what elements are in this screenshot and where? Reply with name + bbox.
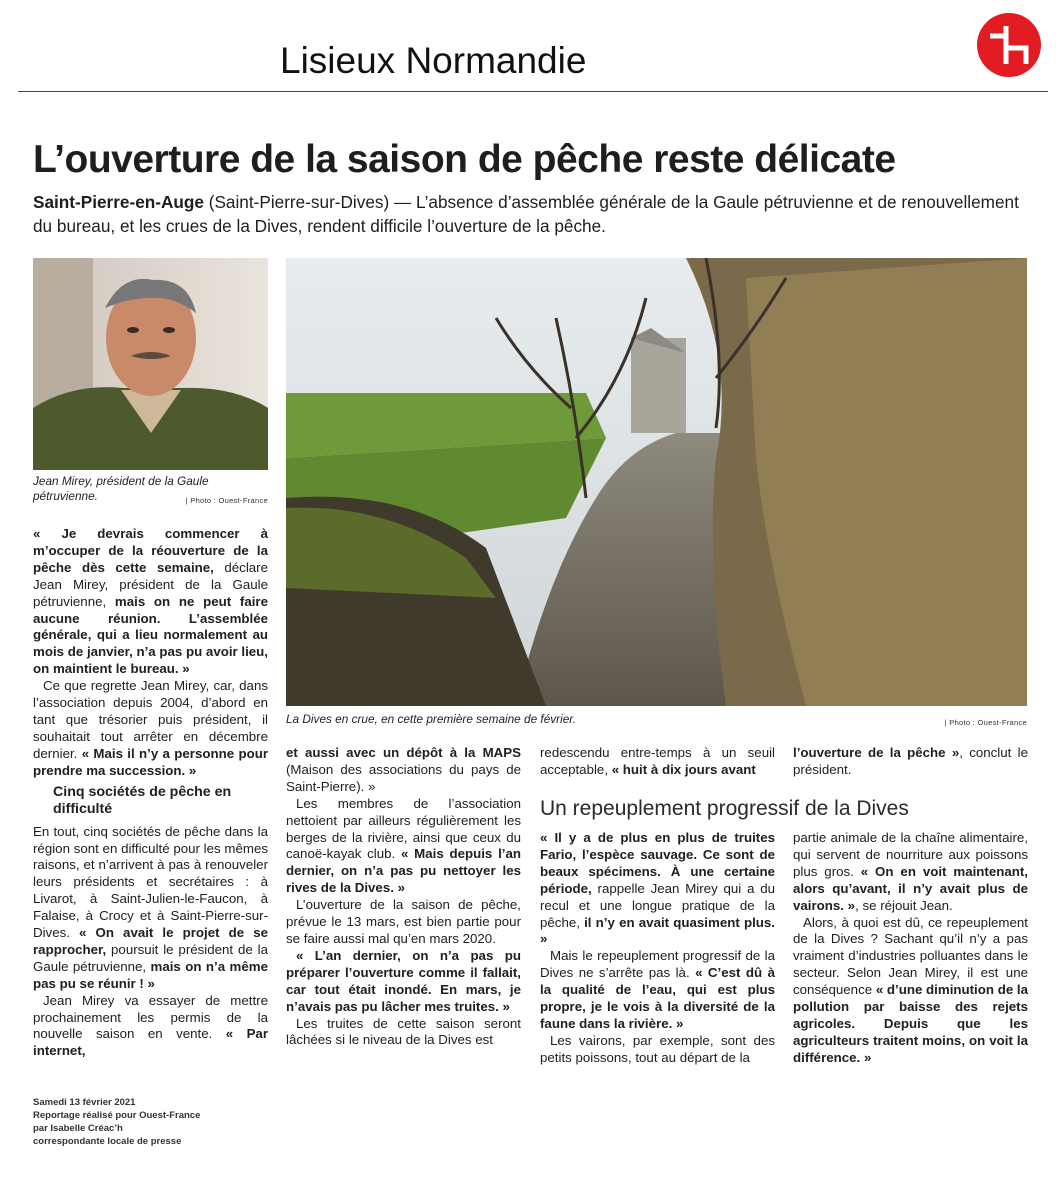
footer-role: correspondante locale de presse bbox=[33, 1136, 182, 1147]
column-4: partie animale de la chaîne alimentaire, qui servent de nourriture aux poissons plus gros. « On en voit maintenant, alors qu’avant, il n’y avait plus de vairons. », se réjouit Jean. Alors, à quoi est dû, ce repeuplement de la Dives ? Sachant qu’il n’y a pas vraiment d’industries polluantes dans le secteur. Selon Jean Mirey, il est une conséquence « d’une diminution de la pollution par baisse des rejets agricoles. Depuis que les agriculteurs traitent moins, on voit la différence. » bbox=[793, 830, 1029, 1065]
newspaper-logo-icon bbox=[976, 12, 1042, 78]
footer-author: par Isabelle Créac’h bbox=[33, 1123, 123, 1134]
subhead-repeuplement: Un repeuplement progressif de la Dives bbox=[540, 797, 909, 820]
chapo-text: (Saint-Pierre-sur-Dives) — L’absence d’assemblée générale de la Gaule pétruvienne et de renouvellement du bureau, et les crues de la Dives, rendent difficile l’ouverture de la pêche. bbox=[33, 192, 1019, 236]
river-caption-text: La Dives en crue, en cette première semaine de février. bbox=[286, 712, 577, 726]
footer-date: Samedi 13 février 2021 bbox=[33, 1097, 136, 1108]
portrait-caption bbox=[33, 474, 268, 504]
river-photo bbox=[286, 258, 1027, 706]
river-caption bbox=[286, 712, 1027, 727]
portrait-photo bbox=[33, 258, 268, 470]
river-credit: | Photo : Ouest-France bbox=[944, 718, 1027, 727]
masthead-brand: Lisieux Normandie bbox=[280, 40, 587, 81]
column-4-top: l’ouverture de la pêche », conclut le président. bbox=[793, 745, 1028, 777]
article-headline: L’ouverture de la saison de pêche reste délicate bbox=[33, 138, 896, 181]
footer-report: Reportage réalisé pour Ouest-France bbox=[33, 1110, 201, 1121]
masthead-rule bbox=[18, 91, 1048, 92]
chapo-place: Saint-Pierre-en-Auge bbox=[33, 192, 204, 212]
column-1: « Je devrais commencer à m’occuper de la réouverture de la pêche dès cette semaine, déclare Jean Mirey, président de la Gaule pétruvienne, mais on ne peut faire aucune réunion. L’assemblée générale, qui a lieu normalement au mois de janvier, n’a pas pu avoir lieu, on maintient le bureau. » Ce que regrette Jean Mirey, car, dans l’association depuis 2004, d’abord en tant que trésorier puis président, il souhaitait tout arrêter en décembre dernier. « Mais il n’y a personne pour prendre ma succession. » Cinq sociétés de pêche en difficulté En tout, cinq sociétés de pêche dans la région sont en difficulté pour les mêmes raisons, et n’arrivent à pas à renouveler leurs présidents et secrétaires : à Livarot, à Saint-Julien-le-Faucon, à Falaise, à Crocy et à Saint-Pierre-sur-Dives. « On avait le projet de se rapprocher, poursuit le président de la Gaule pétruvienne, mais on n’a même pas pu se réunir ! » Jean Mirey va essayer de mettre prochainement les permis de la nouvelle saison en vente. « Par internet, bbox=[33, 526, 269, 1059]
column-3: « Il y a de plus en plus de truites Fario, l’espèce sauvage. Ce sont de beaux spécimens. À une certaine période, rappelle Jean Mirey qui a du recul et une longue pratique de la pêche, il n’y en avait quasiment plus. » Mais le repeuplement progressif de la Dives ne s’arrête pas là. « C’est dû à la qualité de l’eau, qui est plus propre, je le vois à la diversité de la faune dans la rivière. » Les vairons, par exemple, sont des petits poissons, tout au départ de la bbox=[540, 830, 775, 1065]
article-chapo bbox=[33, 190, 1023, 238]
column-2: et aussi avec un dépôt à la MAPS (Maison des associations du pays de Saint-Pierre). » Les membres de l’association nettoient par ailleurs régulièrement les berges de la rivière, ainsi que ceux du canoë-kayak club. « Mais depuis l’an dernier, on n’a pas pu nettoyer les rives de la Dives. » L’ouverture de la saison de pêche, prévue le 13 mars, est bien partie pour se faire aussi mal qu’en mars 2020. « L’an dernier, on n’a pas pu préparer l’ouverture comme il fallait, car tout était inondé. En mars, je n’avais pas pu lâcher mes truites. » Les truites de cette saison seront lâchées si le niveau de la Dives est bbox=[286, 745, 521, 1048]
article-footer bbox=[33, 1096, 200, 1148]
subhead-cinq-societes: Cinq sociétés de pêche en difficulté bbox=[53, 783, 232, 817]
portrait-credit: | Photo : Ouest-France bbox=[185, 496, 268, 505]
column-3-top: redescendu entre-temps à un seuil acceptable, « huit à dix jours avant bbox=[540, 745, 775, 777]
portrait-caption-text: Jean Mirey, président de la Gaule pétruvienne. bbox=[33, 474, 209, 503]
